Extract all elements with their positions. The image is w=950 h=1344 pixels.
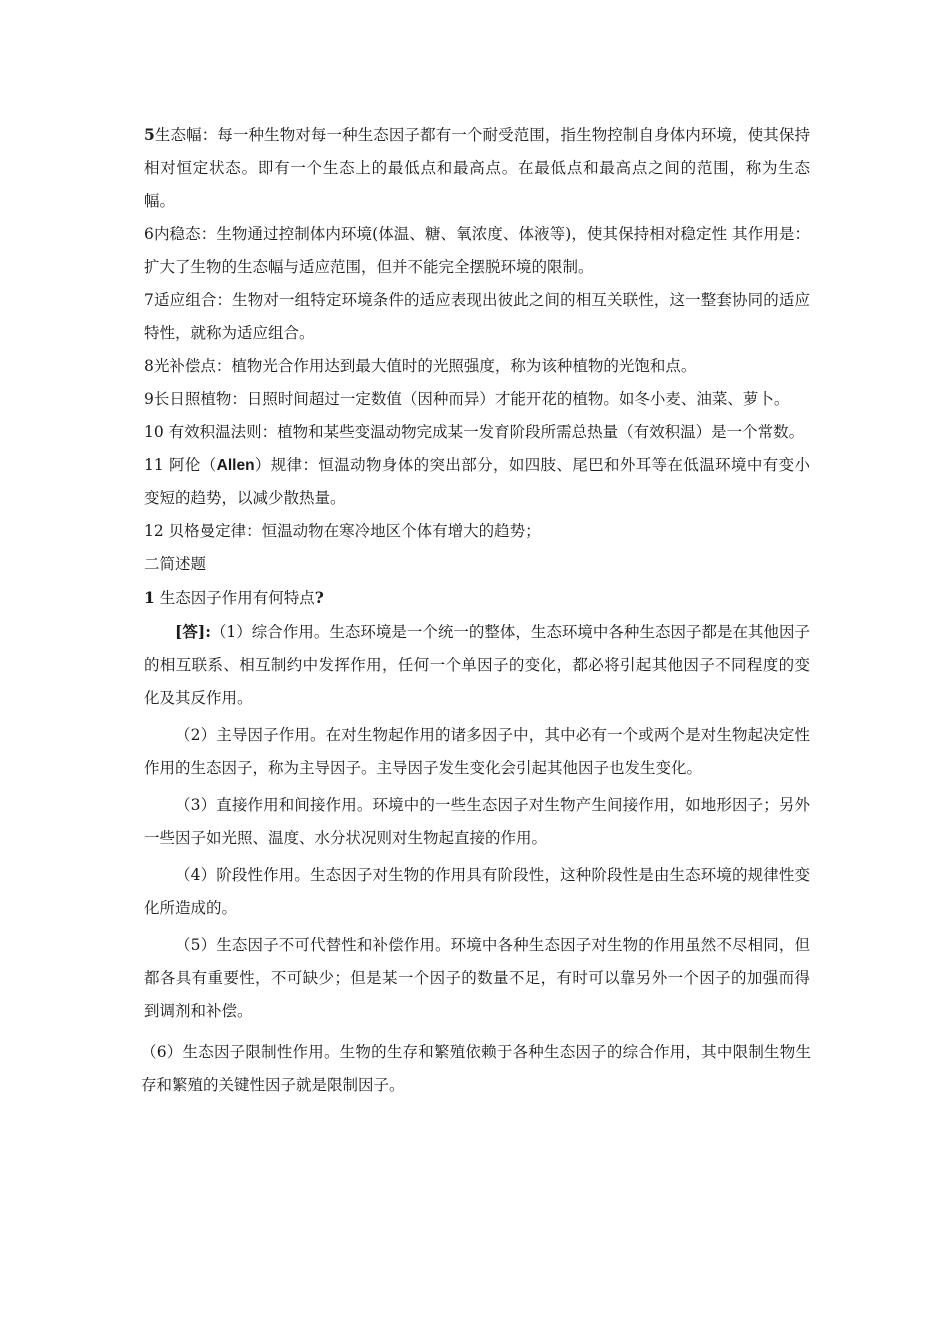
answer-text: （1）综合作用。生态环境是一个统一的整体，生态环境中各种生态因子都是在其他因子的相互联系、相互制约中发挥作用，任何一个单因子的变化，都必将引起其他因子不同程度的变化及其反作用。 — [144, 623, 810, 707]
definition-number: 6 — [144, 225, 154, 243]
definition-number: 11 — [144, 456, 164, 474]
definition-text-after: ）规律：恒温动物身体的突出部分，如四肢、尾巴和外耳等在低温环境中有变小变短的趋势，以减少散热量。 — [144, 456, 810, 507]
question — [144, 581, 810, 615]
definition-number: 12 — [144, 522, 164, 540]
document-page — [141, 118, 811, 1102]
answer-tag: [答] — [175, 622, 206, 641]
definition-text: 光补偿点：植物光合作用达到最大值时的光照强度，称为该种植物的光饱和点。 — [153, 357, 697, 375]
definition-number: 7 — [144, 291, 154, 309]
definition-6 — [144, 218, 810, 284]
definition-text: 适应组合：生物对一组特定环境条件的适应表现出彼此之间的相互关联性，这一整套协同的适应特性，就称为适应组合。 — [144, 291, 810, 342]
answer-colon: : — [205, 622, 211, 641]
definition-8 — [144, 350, 810, 383]
answer-point-5: （5）生态因子不可代替性和补偿作用。环境中各种生态因子对生物的作用虽然不尽相同，但都各具有重要性，不可缺少；但是某一个因子的数量不足，有时可以靠另外一个因子的加强而得到调剂和补偿。 — [144, 936, 810, 1020]
question-number: 1 — [144, 588, 155, 607]
definition-11 — [144, 449, 810, 515]
definition-9 — [144, 383, 810, 416]
definition-text: 长日照植物：日照时间超过一定数值（因种而异）才能开花的植物。如冬小麦、油菜、萝卜。 — [153, 390, 790, 408]
definition-number: 9 — [144, 390, 154, 408]
latin-term: Allen — [216, 457, 255, 474]
answer-point-2: （2）主导因子作用。在对生物起作用的诸多因子中，其中必有一个或两个是对生物起决定性作用的生态因子，称为主导因子。主导因子发生变化会引起其他因子也发生变化。 — [144, 726, 810, 777]
definition-number: 10 — [144, 423, 164, 441]
definition-7 — [144, 284, 810, 350]
definition-number: 5 — [144, 125, 155, 144]
definition-text: 有效积温法则：植物和某些变温动物完成某一发育阶段所需总热量（有效积温）是一个常数。 — [163, 423, 805, 441]
question-mark: ? — [314, 588, 324, 607]
answer-point-3: （3）直接作用和间接作用。环境中的一些生态因子对生物产生间接作用，如地形因子；另外一些因子如光照、温度、水分状况则对生物起直接的作用。 — [144, 796, 810, 847]
question-text: 生态因子作用有何特点 — [159, 589, 315, 607]
definition-text: 生态幅：每一种生物对每一种生态因子都有一个耐受范围，指生物控制自身体内环境，使其保持相对恒定状态。即有一个生态上的最低点和最高点。在最低点和最高点之间的范围，称为生态幅。 — [144, 126, 810, 210]
definition-5 — [144, 118, 810, 218]
answer-point-1 — [144, 615, 810, 715]
definition-text: 贝格曼定律：恒温动物在寒冷地区个体有增大的趋势； — [168, 522, 541, 540]
definition-12 — [144, 515, 810, 548]
answer-point-6: （6）生态因子限制性作用。生物的生存和繁殖依赖于各种生态因子的综合作用，其中限制生物生存和繁殖的关键性因子就是限制因子。 — [141, 1043, 811, 1094]
answer-point-4: （4）阶段性作用。生态因子对生物的作用具有阶段性，这种阶段性是由生态环境的规律性变化所造成的。 — [144, 866, 810, 917]
section-title: 二简述题 — [144, 555, 207, 573]
definition-number: 8 — [144, 357, 154, 375]
definition-text: 内稳态：生物通过控制体内环境(体温、糖、氧浓度、体液等)，使其保持相对稳定性 其作用是：扩大了生物的生态幅与适应范围，但并不能完全摆脱环境的限制。 — [144, 225, 810, 276]
definition-10 — [144, 416, 810, 449]
definition-text-before: 阿伦（ — [169, 456, 217, 474]
